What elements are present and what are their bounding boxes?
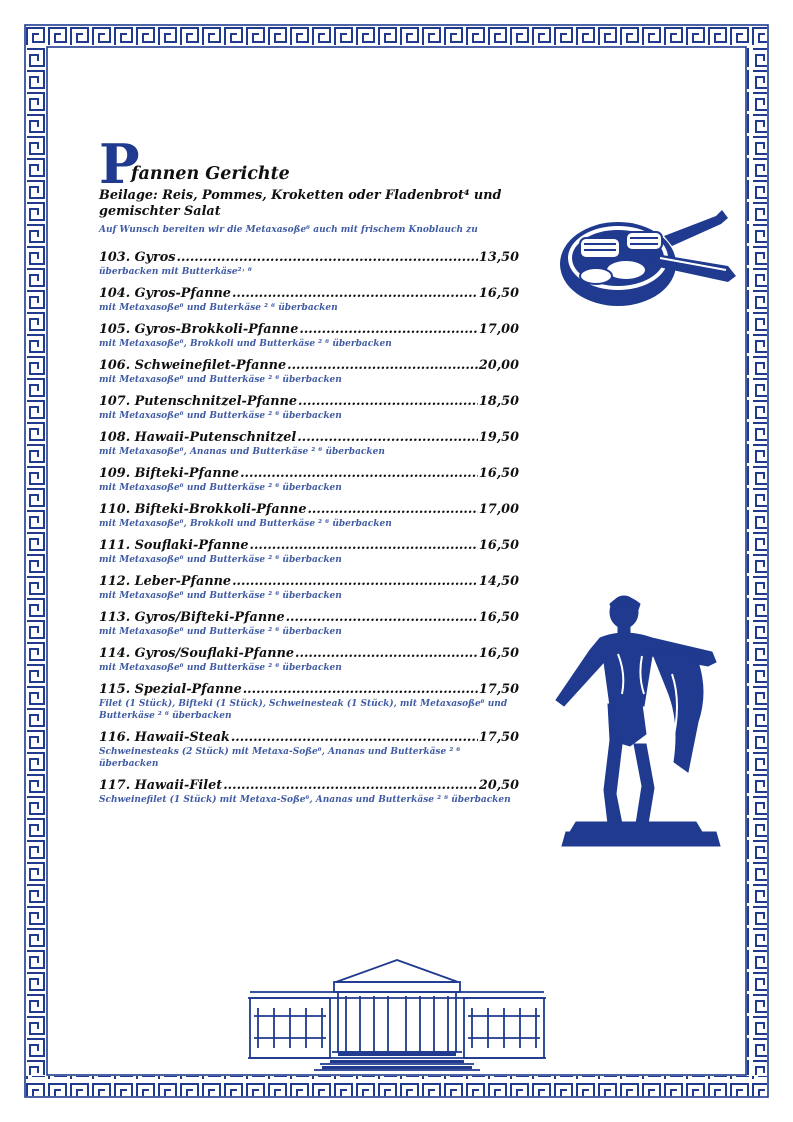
item-name: 113. Gyros/Bifteki-Pfanne (99, 610, 285, 625)
menu-item (99, 393, 519, 422)
menu-item (99, 285, 519, 314)
menu-item (99, 645, 519, 674)
item-price: 17,00 (478, 322, 519, 337)
item-name: 107. Putenschnitzel-Pfanne (99, 394, 298, 409)
item-description: mit Metaxasoße⁶ und Butterkäse ² ⁶ überbacken (99, 627, 342, 637)
item-name: 112. Leber-Pfanne (99, 574, 232, 589)
dot-leader (232, 573, 478, 590)
garlic-note: Auf Wunsch bereiten wir die Metaxasoße⁶ auch mit frischem Knoblauch zu (99, 225, 478, 235)
menu-item (99, 573, 519, 602)
item-price: 20,50 (478, 778, 519, 793)
menu-item (99, 681, 519, 722)
item-name: 116. Hawaii-Steak (99, 730, 230, 745)
item-price: 16,50 (478, 538, 519, 553)
dot-leader (231, 729, 478, 746)
menu-item (99, 429, 519, 458)
dot-leader (240, 465, 478, 482)
item-description: mit Metaxasoße⁶, Brokkoli und Butterkäse ² ⁶ überbacken (99, 519, 392, 529)
item-name: 110. Bifteki-Brokkoli-Pfanne (99, 502, 307, 517)
item-description: mit Metaxasoße⁶, Ananas und Butterkäse ² ⁶ überbacken (99, 447, 385, 457)
menu-item (99, 357, 519, 386)
item-description: Schweinesteaks (2 Stück) mit Metaxa-Soße⁶, Ananas und Butterkäse ² ⁶ überbacken (99, 747, 461, 769)
item-description: mit Metaxasoße⁶ und Butterkäse ² ⁶ überbacken (99, 663, 342, 673)
item-description: Schweinefilet (1 Stück) mit Metaxa-Soße⁶, Ananas und Butterkäse ² ⁶ überbacken (99, 795, 511, 805)
item-name: 103. Gyros (99, 250, 176, 265)
menu-item (99, 729, 519, 770)
dot-leader (176, 249, 477, 266)
dot-leader (287, 357, 478, 374)
dot-leader (243, 681, 478, 698)
dot-leader (299, 321, 478, 338)
item-name: 111. Souflaki-Pfanne (99, 538, 249, 553)
menu-item (99, 249, 519, 278)
dot-leader (297, 429, 478, 446)
item-name: 117. Hawaii-Filet (99, 778, 223, 793)
item-price: 17,00 (478, 502, 519, 517)
item-price: 19,50 (478, 430, 519, 445)
item-price: 16,50 (478, 466, 519, 481)
title-initial: P (99, 132, 140, 196)
item-description: mit Metaxasoße⁶ und Buterkäse ² ⁶ überbacken (99, 303, 338, 313)
item-name: 115. Spezial-Pfanne (99, 682, 242, 697)
item-price: 14,50 (478, 574, 519, 589)
item-description: mit Metaxasoße⁶ und Butterkäse ² ⁶ überbacken (99, 375, 342, 385)
dot-leader (223, 777, 478, 794)
item-name: 106. Schweinefilet-Pfanne (99, 358, 287, 373)
menu-item (99, 609, 519, 638)
item-price: 13,50 (478, 250, 519, 265)
item-name: 105. Gyros-Brokkoli-Pfanne (99, 322, 299, 337)
item-description: Filet (1 Stück), Bifteki (1 Stück), Schweinesteak (1 Stück), mit Metaxasoße⁶ und Butterkäse ² ⁶ überbacken (99, 699, 508, 721)
item-price: 16,50 (478, 610, 519, 625)
item-price: 17,50 (478, 730, 519, 745)
item-description: mit Metaxasoße⁶ und Butterkäse ² ⁶ überbacken (99, 411, 342, 421)
temple-illustration (246, 958, 548, 1074)
dot-leader (307, 501, 477, 518)
item-price: 20,00 (478, 358, 519, 373)
menu-item (99, 537, 519, 566)
dot-leader (286, 609, 478, 626)
item-description: mit Metaxasoße⁶ und Butterkäse ² ⁶ überbacken (99, 591, 342, 601)
menu-item (99, 465, 519, 494)
item-name: 108. Hawaii-Putenschnitzel (99, 430, 297, 445)
item-description: mit Metaxasoße⁶, Brokkoli und Butterkäse ² ⁶ überbacken (99, 339, 392, 349)
side-dishes-text: Beilage: Reis, Pommes, Kroketten oder Fladenbrot⁴ und gemischter Salat (99, 188, 502, 219)
item-description: mit Metaxasoße⁶ und Butterkäse ² ⁶ überbacken (99, 483, 342, 493)
dot-leader (295, 645, 478, 662)
item-name: 109. Bifteki-Pfanne (99, 466, 240, 481)
item-name: 114. Gyros/Souflaki-Pfanne (99, 646, 295, 661)
menu-item (99, 501, 519, 530)
menu-list (99, 249, 519, 813)
dot-leader (250, 537, 478, 554)
item-price: 16,50 (478, 286, 519, 301)
dot-leader (232, 285, 478, 302)
title-text: fannen Gerichte (131, 164, 290, 184)
frying-pan-illustration (556, 206, 742, 310)
item-description: überbacken mit Butterkäse²˒ ⁶ (99, 267, 252, 277)
item-name: 104. Gyros-Pfanne (99, 286, 231, 301)
item-price: 16,50 (478, 646, 519, 661)
item-price: 18,50 (478, 394, 519, 409)
item-description: mit Metaxasoße⁶ und Butterkäse ² ⁶ überbacken (99, 555, 342, 565)
menu-item (99, 777, 519, 806)
apollo-statue-illustration (552, 594, 732, 849)
item-price: 17,50 (478, 682, 519, 697)
dot-leader (298, 393, 478, 410)
menu-item (99, 321, 519, 350)
